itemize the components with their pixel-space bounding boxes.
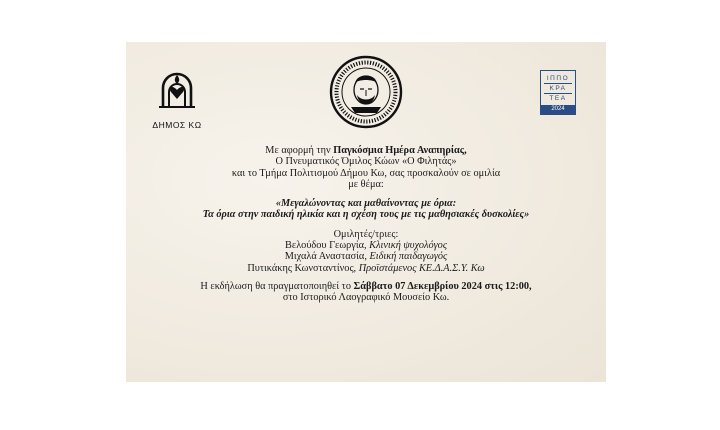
event-line [126,281,606,292]
intro-line-4: με θέμα: [348,178,384,190]
invitation-text [126,145,606,304]
intro-prefix: Με αφορμή την [265,145,334,156]
speaker-name: Μιχαλά Αναστασία, [284,251,370,263]
topic-subtitle: Τα όρια στην παιδική ηλικία και η σχέση τους με τις μαθησιακές δυσκολίες» [202,209,530,221]
speaker-name: Βελούδου Γεωργία, [285,240,370,252]
occasion-title: Παγκόσμια Ημέρα Αναπηρίας [333,145,465,156]
event-prefix: Η εκδήλωση θα πραγματοποιηθεί το [200,280,354,292]
event-comma: , [529,280,532,292]
speaker-name: Πυτικάκης Κωνσταντίνος, [247,262,359,274]
speaker-item [126,263,606,274]
event-datetime: Σάββατο 07 Δεκεμβρίου 2024 στις 12:00 [353,280,530,292]
intro-line-3: και το Τμήμα Πολιτισμού Δήμου Κω, σας προσκαλούν σε ομιλία [231,167,501,179]
intro-line-2: Ο Πνευματικός Όμιλος Κώων «Ο Φιλητάς» [275,156,457,168]
dimos-ko-logo [148,70,206,130]
invitation-card [126,42,606,382]
ippokrateia-row: ΚΡΑ [549,85,567,92]
ippokrateia-year: 2024 [541,105,575,114]
topic-line-2 [126,209,606,220]
speaker-item [126,240,606,251]
dimos-caption: ΔΗΜΟΣ ΚΩ [152,120,202,130]
topic-title: «Μεγαλώνοντας και μαθαίνοντας με όρια: [275,198,457,210]
ippokrateia-row: ΙΠΠΟ [546,75,570,82]
topic-line-1 [126,198,606,209]
speaker-role: Προϊστάμενος ΚΕ.Δ.Α.Σ.Υ. Κω [358,262,485,274]
ippokrateia-row: ΤΕΑ [549,95,567,102]
speaker-role: Κλινική ψυχολόγος [369,240,447,252]
event-location: στο Ιστορικό Λαογραφικό Μουσείο Κω. [282,292,450,304]
philitas-seal-icon [329,55,403,129]
ippokrateia-2024-logo [540,70,576,115]
speakers-heading: Ομιλητές/τριες: [333,228,399,240]
speaker-role: Ειδική παιδαγωγός [369,251,448,263]
intro-comma: , [464,145,467,156]
dimos-emblem-icon [155,70,199,114]
speaker-item [126,251,606,262]
intro-line-1 [126,145,606,156]
philitas-club-logo [329,55,403,134]
